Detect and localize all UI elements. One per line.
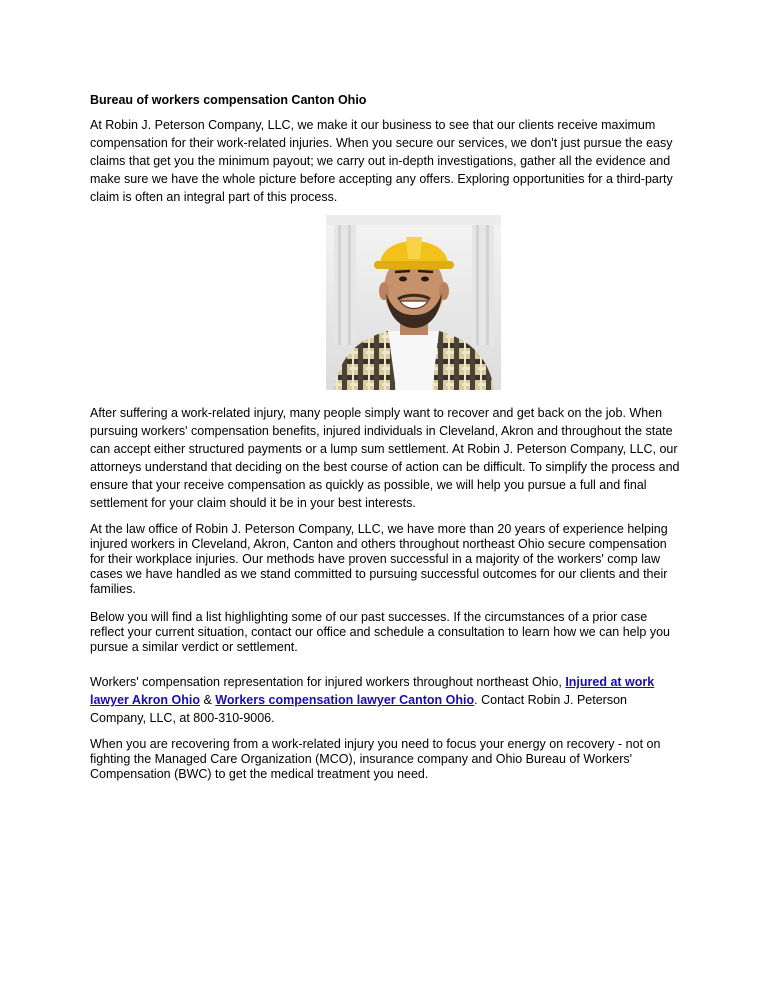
- contact-prefix: Workers' compensation representation for injured workers throughout northeast Ohio,: [90, 675, 566, 689]
- paragraph-experience: At the law office of Robin J. Peterson Company, LLC, we have more than 20 years of experience helping injured workers in Cleveland, Akron, Canton and others throughout northeast Ohio secure compensation for their workplace injuries. Our methods have proven successful in a majority of the workers' comp law cases we have handled as we stand committed to pursuing successful outcomes for our clients and their families.: [90, 522, 668, 596]
- page-title: Bureau of workers compensation Canton Ohio: [90, 93, 367, 107]
- paragraph-past-successes: Below you will find a list highlighting some of our past successes. If the circumstances of a prior case reflect your current situation, contact our office and schedule a consultation to learn how we can help you pursue a similar verdict or settlement.: [90, 610, 670, 654]
- paragraph-contact: [90, 673, 682, 727]
- link-injured-at-work-lawyer-akron[interactable]: Injured at work lawyer Akron Ohio: [90, 675, 655, 707]
- paragraph-intro: At Robin J. Peterson Company, LLC, we make it our business to see that our clients receive maximum compensation for their work-related injuries. When you secure our services, we don't just pursue the easy claims that get you the minimum payout; we carry out in-depth investigations, gather all the evidence and make sure we have the whole picture before accepting any offers. Exploring opportunities for a third-party claim is often an integral part of this process.: [90, 118, 673, 204]
- contact-suffix: . Contact Robin J. Peterson Company, LLC, at 800-310-9006.: [90, 693, 627, 725]
- worker-photo: [326, 215, 501, 390]
- contact-separator: &: [199, 693, 216, 707]
- paragraph-settlement: After suffering a work-related injury, many people simply want to recover and get back on the job. When pursuing workers' compensation benefits, injured individuals in Cleveland, Akron and throughout the state can accept either structured payments or a lump sum settlement. At Robin J. Peterson Company, LLC, our attorneys understand that deciding on the best course of action can be difficult. To simplify the process and ensure that your receive compensation as quickly as possible, we will help you pursue a full and final settlement for your claim should it be in your best interests.: [90, 406, 680, 510]
- paragraph-recovery: When you are recovering from a work-related injury you need to focus your energy on recovery - not on fighting the Managed Care Organization (MCO), insurance company and Ohio Bureau of Workers' Compensation (BWC) to get the medical treatment you need.: [90, 737, 661, 781]
- link-workers-compensation-lawyer-canton[interactable]: Workers compensation lawyer Canton Ohio: [215, 693, 475, 707]
- worker-photo-icon: [326, 215, 501, 390]
